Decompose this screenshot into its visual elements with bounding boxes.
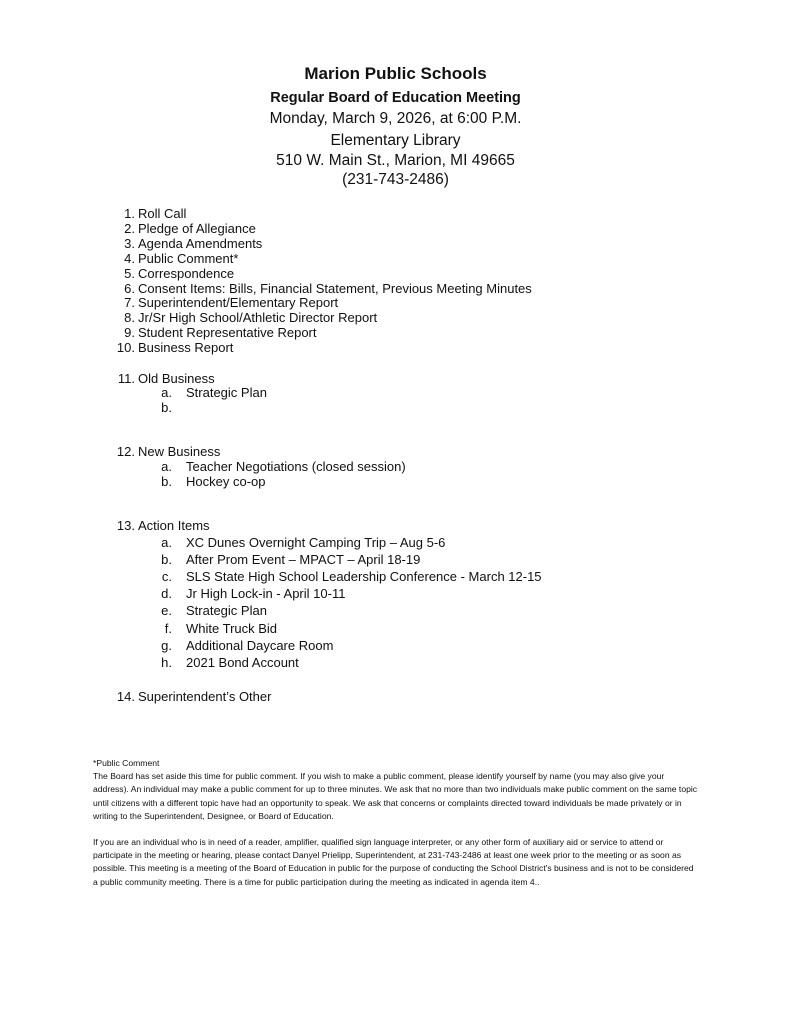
agenda-item-text: Consent Items: Bills, Financial Statement, Previous Meeting Minutes xyxy=(138,281,532,296)
agenda-subitem-letter: f. xyxy=(164,621,172,636)
agenda-item-text: Action Items xyxy=(138,518,210,533)
agenda-subitem-letter: b. xyxy=(161,400,172,415)
agenda-subitem-letter: a. xyxy=(161,385,172,400)
agenda-subitem-letter: g. xyxy=(161,638,172,653)
agenda-subitem-text: XC Dunes Overnight Camping Trip – Aug 5-6 xyxy=(186,535,446,550)
agenda-item-text: Student Representative Report xyxy=(138,325,317,340)
agenda-item-text: Old Business xyxy=(138,371,215,386)
agenda-item-text: Business Report xyxy=(138,340,234,355)
organization-title: Marion Public Schools xyxy=(304,64,487,83)
agenda-item-text: Superintendent’s Other xyxy=(138,689,272,704)
agenda-subitem-letter: b. xyxy=(161,474,172,489)
agenda-subitem-letter: h. xyxy=(161,655,172,670)
agenda-item-text: Pledge of Allegiance xyxy=(138,221,256,236)
agenda-subitem-text: Additional Daycare Room xyxy=(186,638,334,653)
meeting-title: Regular Board of Education Meeting xyxy=(270,90,521,106)
agenda-subitem-letter: b. xyxy=(161,552,172,567)
agenda-item-number: 10. xyxy=(116,340,135,355)
meeting-date-time: Monday, March 9, 2026, at 6:00 P.M. xyxy=(269,110,522,127)
agenda-item-text: New Business xyxy=(138,444,221,459)
agenda-subitem-text: SLS State High School Leadership Conference - March 12-15 xyxy=(186,569,542,584)
agenda-subitem-text: 2021 Bond Account xyxy=(186,655,299,670)
agenda-item-number: 7. xyxy=(124,295,135,310)
agenda-item-number: 2. xyxy=(124,221,135,236)
agenda-item-number: 11. xyxy=(117,371,135,386)
accessibility-notice: If you are an individual who is in need of a reader, amplifier, qualified sign language interpreter, or any other form of auxiliary aid or service to attend or participate in the meeting or hearing, please contact Danyel Prielipp, Superintendent, at 231-743-2486 at least one week prior to the meeting or as soon as possible. This meeting is a meeting of the Board of Education in public for the purpose of conducting the School District's business and is not to be considered a public community meeting. There is a time for public participation during the meeting as indicated in agenda item 4.. xyxy=(93,837,694,887)
agenda-item-text: Public Comment* xyxy=(138,251,239,266)
agenda-subitem-text: White Truck Bid xyxy=(186,621,278,636)
agenda-item-number: 5. xyxy=(124,266,135,281)
agenda-item-number: 13. xyxy=(116,518,135,533)
agenda-subitem-letter: d. xyxy=(161,586,172,601)
agenda-subitem-letter: e. xyxy=(161,603,172,618)
agenda-item-number: 12. xyxy=(116,444,135,459)
agenda-subitem-letter: c. xyxy=(161,569,172,584)
agenda-subitem-letter: a. xyxy=(161,535,172,550)
agenda-subitem-text: Hockey co-op xyxy=(186,474,266,489)
agenda-item-number: 4. xyxy=(124,251,135,266)
public-comment-body: The Board has set aside this time for public comment. If you wish to make a public comment, please identify yourself by name (you may also give your address). An individual may make a public comment for up to three minutes. We ask that no more than two individuals make public comment on the same topic until citizens with a different topic have had an opportunity to speak. We ask that concerns or complaints directed toward individuals be made privately or in writing to the Superintendent, Designee, or Board of Education. xyxy=(93,771,698,821)
agenda-subitem-text: Strategic Plan xyxy=(186,385,267,400)
agenda-item-text: Superintendent/Elementary Report xyxy=(138,295,339,310)
agenda-item-number: 3. xyxy=(124,236,135,251)
agenda-item-number: 1. xyxy=(124,206,135,221)
agenda-item-number: 8. xyxy=(124,310,135,325)
agenda-subitem-letter: a. xyxy=(161,459,172,474)
agenda-subitem-text: After Prom Event – MPACT – April 18-19 xyxy=(186,552,421,567)
agenda-subitem-text: Strategic Plan xyxy=(186,603,267,618)
agenda-item-number: 9. xyxy=(124,325,135,340)
public-comment-title: *Public Comment xyxy=(93,758,160,768)
agenda-item-number: 14. xyxy=(116,689,135,704)
meeting-address: 510 W. Main St., Marion, MI 49665 xyxy=(276,152,515,169)
agenda-item-text: Roll Call xyxy=(138,206,187,221)
agenda-item-text: Correspondence xyxy=(138,266,235,281)
agenda-item-number: 6. xyxy=(124,281,135,296)
meeting-phone: (231-743-2486) xyxy=(342,171,449,188)
footer-notes xyxy=(93,757,698,889)
agenda-item-text: Agenda Amendments xyxy=(138,236,263,251)
agenda-item-text: Jr/Sr High School/Athletic Director Report xyxy=(138,310,378,325)
agenda-subitem-text: Teacher Negotiations (closed session) xyxy=(186,459,406,474)
agenda-subitem-text: Jr High Lock-in - April 10-11 xyxy=(186,586,346,601)
meeting-location: Elementary Library xyxy=(330,132,461,149)
